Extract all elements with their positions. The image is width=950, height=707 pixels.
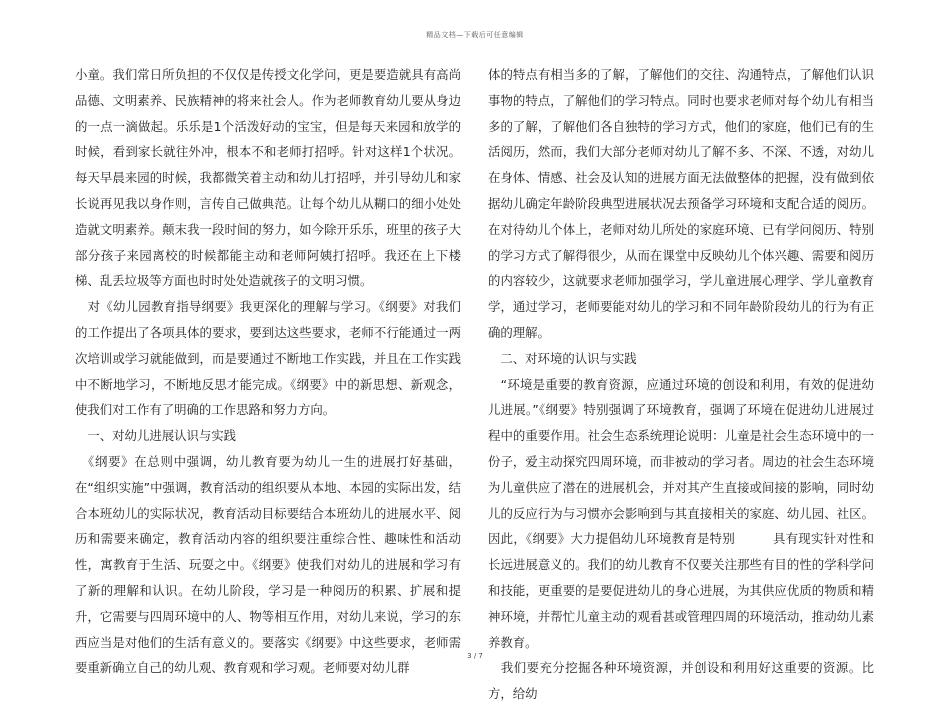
paragraph: 小童。我们常日所负担的不仅仅是传授文化学问，更是要造就具有高尚品德、文明素养、民族精神的将来社会人。作为老师教育幼儿要从身边的一点一滴做起。乐乐是1个活泼好动的宝宝，但是每天来园和放学的时候，看到家长就往外冲，根本不和老师打招呼。针对这样1个状况。每天早晨来园的时候，我都微笑着主动和幼儿打招呼，并引导幼儿和家长说再见我以身作则，言传自己做典范。让每个幼儿从糊口的细小处处造就文明素养。颠末我一段时间的努力，如今除开乐乐，班里的孩子大部分孩子来园离校的时候都能主动和老师阿姨打招呼。我还在上下楼梯、乱丢垃圾等方面也时时处处造就孩子的文明习惯。 bbox=[75, 67, 461, 289]
section-heading: 二、对环境的认识与实践 bbox=[488, 350, 637, 366]
paragraph: “环境是重要的教育资源，应通过环境的创设和利用，有效的促进幼儿进展。”《纲要》特别强调了环境教育，强调了环境在促进幼儿进展过程中的重要作用。社会生态系统理论说明：儿童是社会生态环境中的一份子，爱主动探究四周环境，而非被动的学习者。周边的社会生态环境为儿童供应了潜在的进展机会，并对其产生直接或间接的影响，同时幼儿的反应行为与习惯亦会影响到与其直接相关的家庭、幼儿园、社区。因此，《纲要》大力提倡幼儿环境教育是特别 具有现实针对性和长远进展意义的。我们的幼儿教育不仅要关注那些有目的性的学科学问和技能，更重要的是要促进幼儿的身心进展，为其供应优质的物质和精神环境，并帮忙儿童主动的观看甚或管理四周的环境活动，推动幼儿素养教育。 bbox=[488, 376, 874, 650]
right-column bbox=[488, 62, 912, 707]
page-number: 3 / 7 bbox=[467, 652, 483, 660]
paragraph: 我们要充分挖掘各种环境资源，并创设和利用好这重要的资源。比方，给幼 bbox=[488, 660, 874, 702]
section-heading: 一、对幼儿进展认识与实践 bbox=[75, 428, 237, 444]
paragraph: 体的特点有相当多的了解，了解他们的交往、沟通特点，了解他们认识事物的特点，了解他们的学习特点。同时也要求老师对每个幼儿有相当多的了解，了解他们各自独特的学习方式，他们的家庭，他们已有的生活阅历，然而，我们大部分老师对幼儿了解不多、不深、不透，对幼儿在身体、情感、社会及认知的进展方面无法做整体的把握，没有做到依据幼儿确定年龄阶段典型进展状况去预备学习环境和支配合适的阅历。在对待幼儿个体上，老师对幼儿所处的家庭环境、已有学问阅历、特别 的学习方式了解得很少，从而在课堂中反映幼儿个体兴趣、需要和阅历的内容较少，这就要求老师加强学习，学儿童进展心理学、学儿童教育学，通过学习，老师要能对幼儿的学习和不同年龄阶段幼儿的行为有正确的理解。 bbox=[488, 67, 912, 340]
paragraph: 《纲要》在总则中强调，幼儿教育要为幼儿一生的进展打好基础，在“组织实施”中强调，教育活动的组织要从本地、本园的实际出发，结合本班幼儿的实际状况，教育活动目标要结合本班幼儿的进展水平、阅历和需要来确定，教育活动内容的组织要注重综合性、趣味性和活动性，寓教育于生活、玩耍之中。《纲要》使我们对幼儿的进展和学习有了新的理解和认识。在幼儿阶段，学习是一种阅历的积累、扩展和提升，它需要与四周环境中的人、物等相互作用，对幼儿来说，学习的东西应当是对他们的生活有意义的。要落实《纲要》中这些要求，老师需要重新确立自己的幼儿观、教育观和学习观。老师要对幼儿群 bbox=[75, 453, 461, 676]
left-column bbox=[75, 62, 461, 681]
paragraph: 对《幼儿园教育指导纲要》我更深化的理解与学习。《纲要》对我们的工作提出了各项具体的要求，要到达这些要求，老师不行能通过一两次培训或学习就能做到，而是要通过不断地工作实践，并且在工作实践中不断地学习，不断地反思才能完成。《纲要》中的新思想、新观念，使我们对工作有了明确的工作思路和努力方向。 bbox=[75, 299, 461, 418]
page-header: 精品文档—下载后可任意编辑 bbox=[426, 31, 524, 39]
